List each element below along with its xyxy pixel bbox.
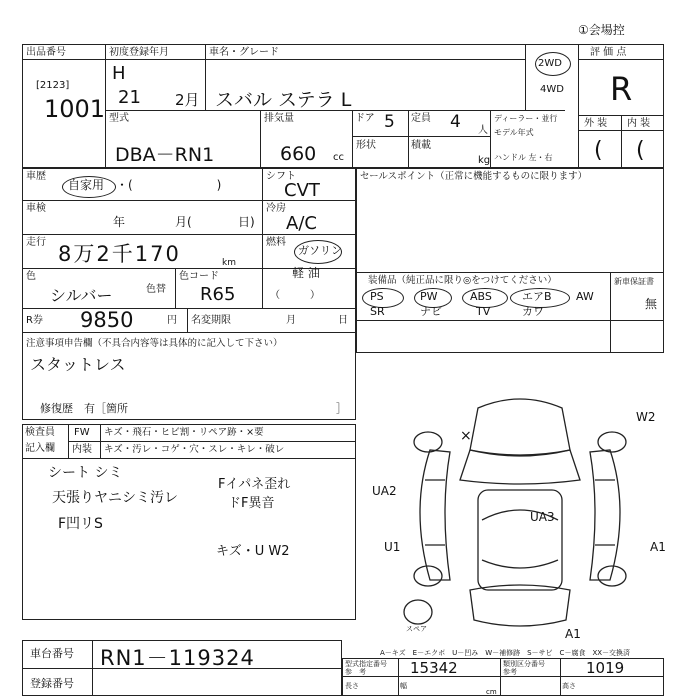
equip-label: 装備品（純正品に限り◎をつけてください） bbox=[368, 275, 557, 286]
damage-mark-w2: W2 bbox=[636, 410, 656, 424]
type-spec: 15342 bbox=[410, 659, 458, 677]
equip-ps: PS bbox=[370, 290, 384, 303]
inspector-note-3: F凹リS bbox=[58, 516, 103, 532]
reference-label-2: 参考 bbox=[503, 668, 517, 676]
equip-navi: ナビ bbox=[420, 305, 442, 318]
score-label: 評 価 点 bbox=[590, 47, 627, 58]
equip-abs: ABS bbox=[470, 290, 492, 303]
drive-2wd: 2WD bbox=[538, 58, 562, 69]
warranty-label: 新車保証書 bbox=[614, 277, 654, 286]
damage-mark-u1: U1 bbox=[384, 540, 401, 554]
km-unit: km bbox=[222, 258, 236, 268]
score: R bbox=[610, 70, 633, 108]
kg-unit: kg bbox=[478, 155, 491, 166]
reg-year: 21 bbox=[118, 87, 141, 108]
cc-unit: cc bbox=[333, 152, 344, 163]
ac-label: 冷房 bbox=[266, 203, 286, 214]
inspector-note-5: ドF異音 bbox=[228, 496, 275, 511]
exterior-label: 外 装 bbox=[584, 118, 608, 129]
model-year-label: モデル年式 bbox=[494, 128, 534, 137]
fuel-alt: 軽 油 bbox=[292, 266, 320, 280]
inspection-label: 車検 bbox=[26, 203, 46, 214]
repair-label: 修復歴 有［箇所 bbox=[40, 402, 128, 415]
car-name-label: 車名・グレード bbox=[209, 47, 279, 58]
lot-code: [2123] bbox=[36, 80, 70, 91]
color-code-label: 色コード bbox=[179, 271, 219, 282]
inspection-year: 年 bbox=[113, 215, 126, 229]
sales-label: セールスポイント（正常に機能するものに限ります） bbox=[360, 171, 588, 182]
inspector-note-1: シート シミ bbox=[48, 465, 123, 481]
damage-mark-a1-rear: A1 bbox=[565, 627, 581, 641]
category-label: 類別区分番号 bbox=[503, 660, 545, 668]
exterior-score: ( bbox=[594, 138, 603, 163]
inspector-note-4: Fイパネ歪れ bbox=[218, 477, 291, 492]
era: H bbox=[112, 63, 126, 84]
history-label: 車歴 bbox=[26, 171, 46, 182]
inspector-entry-label: 記入欄 bbox=[25, 443, 55, 454]
width-label: 幅 bbox=[400, 682, 407, 690]
model: DBA－RN1 bbox=[115, 144, 215, 166]
color-change-label: 色替 bbox=[146, 284, 166, 295]
displacement: 660 bbox=[280, 143, 317, 165]
repair-bracket: ］ bbox=[336, 402, 347, 415]
model-label: 型式 bbox=[109, 113, 129, 124]
mileage-label: 走行 bbox=[26, 237, 46, 248]
door-label: ドア bbox=[355, 113, 375, 124]
inspector-label: 検査員 bbox=[25, 427, 55, 438]
sales-block bbox=[356, 168, 664, 353]
displacement-label: 排気量 bbox=[264, 113, 294, 124]
fw-items: キズ・飛石・ヒビ割・リペア跡・×要 bbox=[104, 427, 264, 438]
name-change-month: 月 bbox=[286, 315, 296, 326]
registration-label: 登録番号 bbox=[30, 677, 74, 690]
damage-mark-ua2: UA2 bbox=[372, 484, 397, 498]
inspector-note-2: 天張りヤニシミ汚レ bbox=[52, 490, 178, 506]
interior-score: ( bbox=[636, 138, 645, 163]
damage-mark-ua3: UA3 bbox=[530, 510, 555, 524]
fuel: ガソリン bbox=[298, 244, 342, 257]
car-name: スバル ステラ L bbox=[215, 89, 352, 111]
name-change-day: 日 bbox=[338, 315, 348, 326]
fuel-label: 燃料 bbox=[266, 237, 286, 248]
damage-legend: A－キズ E－エクボ U－凹み W－補修跡 S－サビ C－腐食 XX－交換済 bbox=[380, 649, 631, 657]
copy-label: ①会場控 bbox=[578, 23, 625, 37]
ac: A/C bbox=[286, 213, 317, 234]
warranty: 無 bbox=[645, 297, 658, 311]
mileage: 8万2千170 bbox=[58, 242, 181, 266]
damage-mark-x: × bbox=[460, 428, 472, 444]
height-label: 高さ bbox=[562, 682, 576, 690]
capacity-label: 定員 bbox=[411, 113, 431, 124]
category: 1019 bbox=[586, 659, 625, 677]
type-spec-label: 型式指定番号 bbox=[345, 660, 387, 668]
equip-sr: SR bbox=[370, 305, 385, 318]
damage-mark-a1-side: A1 bbox=[650, 540, 666, 554]
equip-tv: TV bbox=[476, 305, 491, 318]
length-label: 長さ bbox=[345, 682, 359, 690]
lot-number: 1001 bbox=[44, 95, 106, 123]
recycle-label: R券 bbox=[26, 315, 43, 326]
shift: CVT bbox=[284, 180, 320, 201]
history-rest: ・( ) bbox=[116, 178, 222, 192]
dealer-label: ディーラー・並行 bbox=[494, 114, 558, 123]
reg-month: 2月 bbox=[175, 91, 200, 109]
name-change-label: 名変期限 bbox=[191, 315, 231, 326]
capacity: 4 bbox=[450, 112, 461, 132]
yen-unit: 円 bbox=[167, 315, 177, 326]
fw-label: FW bbox=[74, 427, 90, 438]
recycle-fee: 9850 bbox=[80, 308, 134, 332]
notes: スタットレス bbox=[30, 355, 126, 374]
cm-unit: cm bbox=[486, 688, 497, 696]
color-label: 色 bbox=[26, 271, 36, 282]
inspection-month: 月( bbox=[175, 215, 192, 229]
interior-row-label: 内装 bbox=[72, 444, 92, 455]
lot-label: 出品番号 bbox=[26, 47, 66, 58]
car-diagram bbox=[370, 380, 670, 650]
fuel-paren: （ ） bbox=[270, 290, 320, 301]
drive-4wd: 4WD bbox=[540, 84, 564, 95]
shift-label: シフト bbox=[266, 171, 296, 182]
door: 5 bbox=[384, 112, 395, 132]
spare-label: スペア bbox=[406, 625, 427, 633]
notes-label: 注意事項申告欄（不具合内容等は具体的に記入して下さい） bbox=[26, 338, 283, 349]
chassis-label: 車台番号 bbox=[30, 647, 74, 660]
equip-pw: PW bbox=[420, 290, 438, 303]
equip-other: カワ bbox=[522, 305, 544, 318]
first-registration-label: 初度登録年月 bbox=[109, 47, 169, 58]
handle-label: ハンドル 左・右 bbox=[494, 153, 553, 162]
equip-airbag: エアB bbox=[522, 290, 552, 303]
chassis-number: RN1－119324 bbox=[100, 646, 255, 670]
reference-label: 参 考 bbox=[345, 668, 366, 676]
color: シルバー bbox=[50, 286, 113, 305]
history-value: 自家用 bbox=[68, 178, 105, 192]
person-unit: 人 bbox=[478, 125, 488, 136]
interior-items: キズ・汚レ・コゲ・穴・スレ・キレ・破レ bbox=[104, 444, 285, 455]
interior-label: 内 装 bbox=[627, 118, 651, 129]
shape-label: 形状 bbox=[356, 140, 376, 151]
equip-aw: AW bbox=[576, 290, 594, 303]
inspector-note-6: キズ・U W2 bbox=[216, 544, 290, 559]
color-code: R65 bbox=[200, 284, 236, 305]
load-label: 積載 bbox=[411, 140, 431, 151]
inspection-day: 日) bbox=[238, 215, 255, 229]
